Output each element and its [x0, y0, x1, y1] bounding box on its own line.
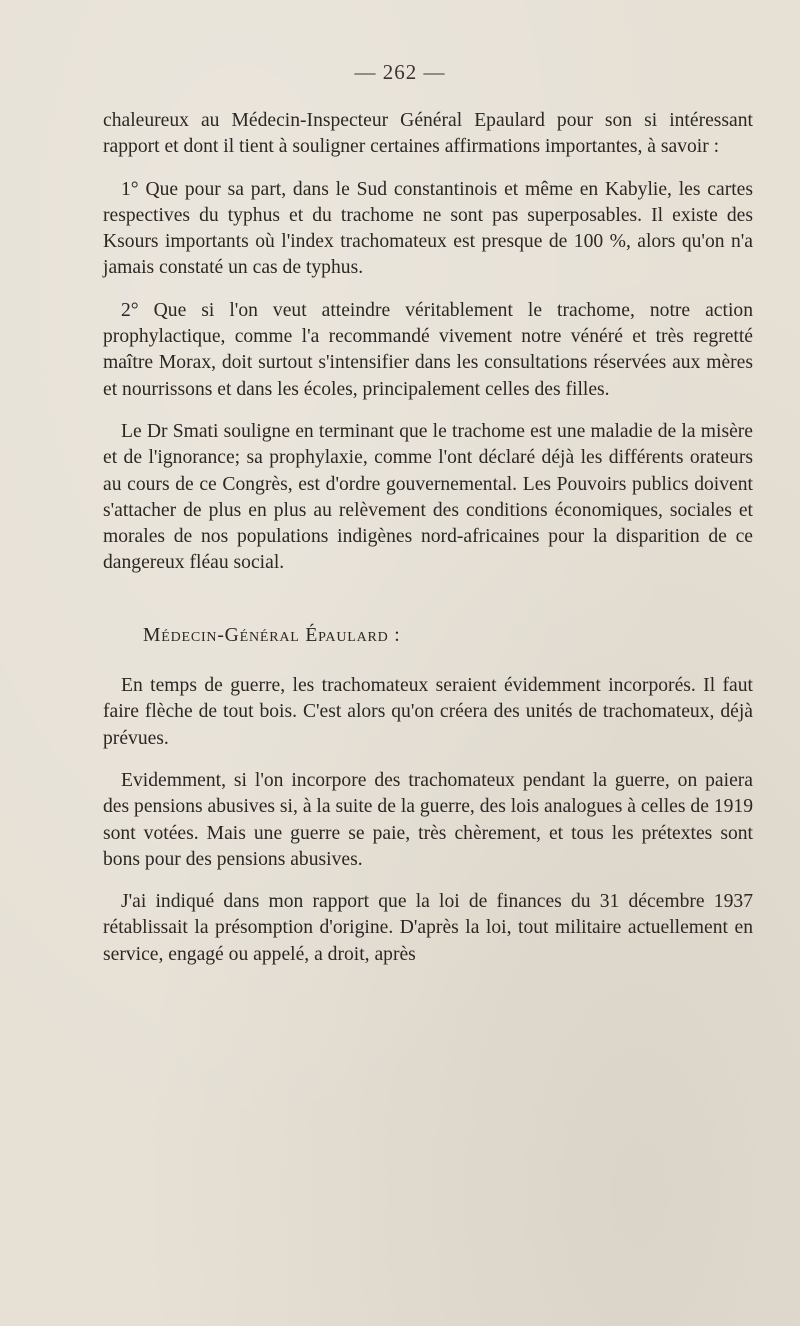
- paragraph-point-2: 2° Que si l'on veut atteindre véritablement le trachome, notre action prophylactique, comme l'a recommandé vivement notre vénéré et très regretté maître Morax, doit surtout s'intensifier dans les consultations réservées aux mères et nourrissons et dans les écoles, principalement celles des filles.: [103, 299, 753, 400]
- paragraph-smati-conclusion: Le Dr Smati souligne en terminant que le trachome est une maladie de la misère et de l'ignorance; sa prophylaxie, comme l'ont déclaré déjà les différents orateurs au cours de ce Congrès, est d'ordre gouvernemental. Les Pouvoirs publics doivent s'attacher de plus en plus au relèvement des conditions économiques, sociales et morales de nos populations indigènes nord-africaines pour la disparition de ce dangereux fléau social.: [103, 420, 753, 574]
- paragraph-point-1: 1° Que pour sa part, dans le Sud constantinois et même en Kabylie, les cartes respectives du typhus et du trachome ne sont pas superposables. Il existe des Ksours importants où l'index trachomateux est presque de 100 %, alors qu'on n'a jamais constaté un cas de typhus.: [103, 178, 753, 279]
- page-number: — 262 —: [354, 60, 446, 84]
- paragraph-continuation: chaleureux au Médecin-Inspecteur Général Epaulard pour son si intéressant rapport et dont il tient à souligner certaines affirmations importantes, à savoir :: [103, 110, 753, 158]
- body-text: [103, 108, 753, 984]
- paragraph-pensions: Evidemment, si l'on incorpore des trachomateux pendant la guerre, on paiera des pensions abusives si, à la suite de la guerre, des lois analogues à celles de 1919 sont votées. Mais une guerre se paie, très chèrement, et tous les prétextes sont bons pour des pensions abusives.: [103, 769, 753, 870]
- speaker-heading: Médecin-Général Épaulard :: [143, 624, 401, 646]
- paragraph-wartime: En temps de guerre, les trachomateux seraient évidemment incorporés. Il faut faire flèche de tout bois. C'est alors qu'on créera des unités de trachomateux, déjà prévues.: [103, 675, 753, 749]
- paragraph-finance-law: J'ai indiqué dans mon rapport que la loi de finances du 31 décembre 1937 rétablissait la présomption d'origine. D'après la loi, tout militaire actuellement en service, engagé ou appelé, a droit, après: [103, 891, 753, 965]
